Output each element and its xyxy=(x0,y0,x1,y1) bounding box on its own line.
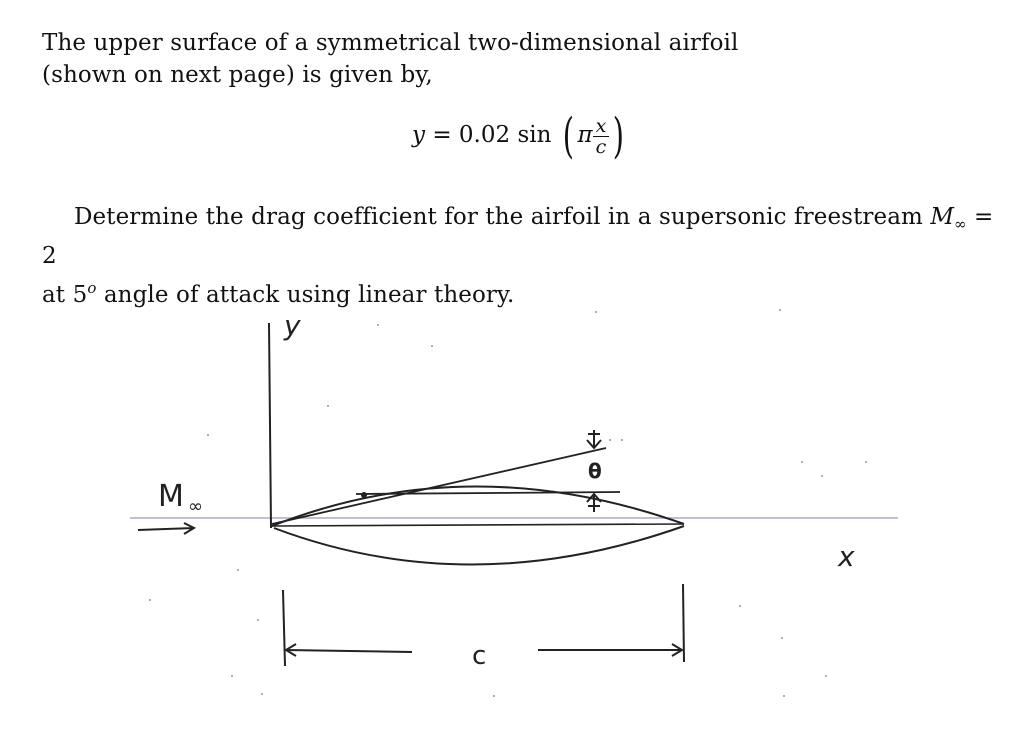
angle-label: θ xyxy=(588,459,602,483)
x-axis-label: x xyxy=(838,540,855,573)
eq-numerator: x xyxy=(593,116,610,137)
question-part-2-post: angle of attack using linear theory. xyxy=(96,282,515,308)
eq-denominator: c xyxy=(595,135,607,158)
chord-dim-right-arrow xyxy=(538,644,682,656)
eq-equals: = xyxy=(432,122,452,148)
tangent-line xyxy=(272,448,606,524)
mach-subscript: ∞ xyxy=(954,215,967,233)
problem-intro xyxy=(42,27,942,91)
eq-coefficient: 0.02 xyxy=(458,122,511,148)
surface-equation xyxy=(412,108,628,172)
intro-line-2: (shown on next page) is given by, xyxy=(42,62,433,88)
eq-func: sin xyxy=(517,122,552,148)
y-axis-label: y xyxy=(284,309,301,342)
tangent-point-dot xyxy=(361,492,367,498)
question-part-2-pre: at 5 xyxy=(42,282,88,308)
eq-lhs: y xyxy=(412,122,425,148)
degree-mark: o xyxy=(87,279,97,297)
question-part-1: Determine the drag coefficient for the airfoil in a supersonic freestream xyxy=(74,204,923,230)
freestream-label: M xyxy=(158,479,184,514)
scan-specks xyxy=(149,309,867,697)
eq-left-paren: ( xyxy=(562,108,574,164)
mach-symbol: M xyxy=(930,204,955,230)
lower-surface xyxy=(274,526,684,565)
mach-value: = 2 xyxy=(42,204,994,269)
chord-dim-left-arrow xyxy=(286,644,412,656)
intro-line-1: The upper surface of a symmetrical two-dimensional airfoil xyxy=(42,30,739,56)
angle-arrow-top xyxy=(587,430,601,448)
chord-dim-left-tick xyxy=(283,590,285,666)
chord-line xyxy=(272,524,684,526)
eq-fraction xyxy=(593,116,610,157)
freestream-arrow xyxy=(138,523,194,534)
y-axis-line xyxy=(269,323,271,528)
eq-right-paren: ) xyxy=(613,108,625,164)
freestream-subscript: ∞ xyxy=(188,496,203,517)
airfoil-sketch xyxy=(0,290,1034,730)
chord-label: c xyxy=(472,641,487,671)
eq-pi: π xyxy=(577,122,593,148)
